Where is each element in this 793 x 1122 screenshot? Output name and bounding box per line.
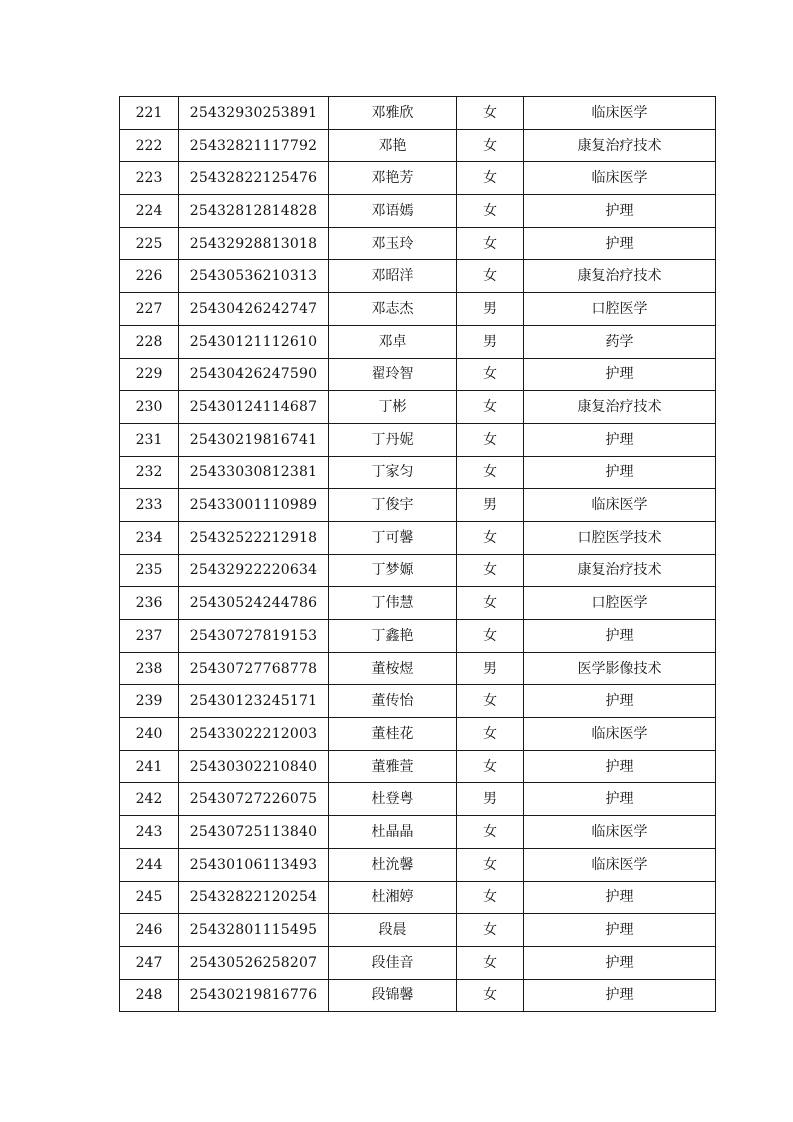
row-number-cell: 240 bbox=[120, 718, 179, 751]
candidate-id-cell: 25430121112610 bbox=[179, 325, 329, 358]
student-name-cell: 邓志杰 bbox=[329, 293, 457, 326]
student-name-cell: 翟玲智 bbox=[329, 358, 457, 391]
table-row bbox=[120, 129, 716, 162]
row-number-cell: 222 bbox=[120, 129, 179, 162]
student-name-cell: 杜沇馨 bbox=[329, 848, 457, 881]
major-cell: 口腔医学 bbox=[524, 587, 716, 620]
major-cell: 护理 bbox=[524, 979, 716, 1012]
candidate-id-cell: 25433001110989 bbox=[179, 489, 329, 522]
table-row bbox=[120, 587, 716, 620]
row-number-cell: 236 bbox=[120, 587, 179, 620]
gender-cell: 男 bbox=[457, 489, 524, 522]
table-row bbox=[120, 620, 716, 653]
candidate-id-cell: 25430426242747 bbox=[179, 293, 329, 326]
row-number-cell: 226 bbox=[120, 260, 179, 293]
student-name-cell: 邓语嫣 bbox=[329, 195, 457, 228]
major-cell: 康复治疗技术 bbox=[524, 260, 716, 293]
student-name-cell: 丁伟慧 bbox=[329, 587, 457, 620]
candidate-id-cell: 25430426247590 bbox=[179, 358, 329, 391]
gender-cell: 女 bbox=[457, 521, 524, 554]
major-cell: 护理 bbox=[524, 456, 716, 489]
major-cell: 护理 bbox=[524, 195, 716, 228]
student-name-cell: 丁可馨 bbox=[329, 521, 457, 554]
major-cell: 护理 bbox=[524, 783, 716, 816]
table-row bbox=[120, 881, 716, 914]
gender-cell: 女 bbox=[457, 620, 524, 653]
gender-cell: 女 bbox=[457, 423, 524, 456]
major-cell: 康复治疗技术 bbox=[524, 391, 716, 424]
candidate-id-cell: 25432812814828 bbox=[179, 195, 329, 228]
gender-cell: 女 bbox=[457, 750, 524, 783]
candidate-id-cell: 25433022212003 bbox=[179, 718, 329, 751]
student-name-cell: 杜登粤 bbox=[329, 783, 457, 816]
table-row bbox=[120, 456, 716, 489]
student-name-cell: 邓昭洋 bbox=[329, 260, 457, 293]
student-name-cell: 丁鑫艳 bbox=[329, 620, 457, 653]
row-number-cell: 221 bbox=[120, 97, 179, 130]
candidate-id-cell: 25432822125476 bbox=[179, 162, 329, 195]
candidate-id-cell: 25432821117792 bbox=[179, 129, 329, 162]
row-number-cell: 234 bbox=[120, 521, 179, 554]
student-name-cell: 邓玉玲 bbox=[329, 227, 457, 260]
major-cell: 医学影像技术 bbox=[524, 652, 716, 685]
row-number-cell: 225 bbox=[120, 227, 179, 260]
table-row bbox=[120, 260, 716, 293]
table-row bbox=[120, 227, 716, 260]
major-cell: 临床医学 bbox=[524, 162, 716, 195]
major-cell: 临床医学 bbox=[524, 489, 716, 522]
gender-cell: 女 bbox=[457, 979, 524, 1012]
student-name-cell: 杜晶晶 bbox=[329, 816, 457, 849]
student-roster-table bbox=[119, 96, 716, 1012]
gender-cell: 女 bbox=[457, 718, 524, 751]
table-row bbox=[120, 554, 716, 587]
row-number-cell: 235 bbox=[120, 554, 179, 587]
student-name-cell: 邓艳芳 bbox=[329, 162, 457, 195]
candidate-id-cell: 25432801115495 bbox=[179, 914, 329, 947]
row-number-cell: 246 bbox=[120, 914, 179, 947]
table-row bbox=[120, 162, 716, 195]
gender-cell: 男 bbox=[457, 325, 524, 358]
major-cell: 护理 bbox=[524, 620, 716, 653]
row-number-cell: 242 bbox=[120, 783, 179, 816]
student-name-cell: 段佳音 bbox=[329, 946, 457, 979]
row-number-cell: 229 bbox=[120, 358, 179, 391]
table-row bbox=[120, 750, 716, 783]
major-cell: 口腔医学 bbox=[524, 293, 716, 326]
table-row bbox=[120, 423, 716, 456]
candidate-id-cell: 25430727819153 bbox=[179, 620, 329, 653]
student-name-cell: 董桂花 bbox=[329, 718, 457, 751]
student-name-cell: 邓艳 bbox=[329, 129, 457, 162]
table-row bbox=[120, 652, 716, 685]
gender-cell: 女 bbox=[457, 554, 524, 587]
row-number-cell: 224 bbox=[120, 195, 179, 228]
major-cell: 护理 bbox=[524, 914, 716, 947]
row-number-cell: 244 bbox=[120, 848, 179, 881]
student-name-cell: 杜湘婷 bbox=[329, 881, 457, 914]
gender-cell: 男 bbox=[457, 652, 524, 685]
major-cell: 药学 bbox=[524, 325, 716, 358]
table-row bbox=[120, 97, 716, 130]
gender-cell: 女 bbox=[457, 946, 524, 979]
candidate-id-cell: 25430219816776 bbox=[179, 979, 329, 1012]
row-number-cell: 223 bbox=[120, 162, 179, 195]
gender-cell: 女 bbox=[457, 456, 524, 489]
row-number-cell: 243 bbox=[120, 816, 179, 849]
gender-cell: 男 bbox=[457, 783, 524, 816]
candidate-id-cell: 25432522212918 bbox=[179, 521, 329, 554]
major-cell: 护理 bbox=[524, 750, 716, 783]
table-row bbox=[120, 718, 716, 751]
gender-cell: 男 bbox=[457, 293, 524, 326]
gender-cell: 女 bbox=[457, 587, 524, 620]
major-cell: 护理 bbox=[524, 358, 716, 391]
student-name-cell: 丁俊宇 bbox=[329, 489, 457, 522]
student-name-cell: 丁丹妮 bbox=[329, 423, 457, 456]
candidate-id-cell: 25430725113840 bbox=[179, 816, 329, 849]
gender-cell: 女 bbox=[457, 195, 524, 228]
gender-cell: 女 bbox=[457, 129, 524, 162]
candidate-id-cell: 25430727226075 bbox=[179, 783, 329, 816]
gender-cell: 女 bbox=[457, 685, 524, 718]
major-cell: 康复治疗技术 bbox=[524, 129, 716, 162]
table-row bbox=[120, 914, 716, 947]
table-row bbox=[120, 848, 716, 881]
table-row bbox=[120, 816, 716, 849]
table-row bbox=[120, 783, 716, 816]
major-cell: 临床医学 bbox=[524, 718, 716, 751]
candidate-id-cell: 25430106113493 bbox=[179, 848, 329, 881]
major-cell: 康复治疗技术 bbox=[524, 554, 716, 587]
student-name-cell: 段锦馨 bbox=[329, 979, 457, 1012]
gender-cell: 女 bbox=[457, 227, 524, 260]
major-cell: 护理 bbox=[524, 227, 716, 260]
row-number-cell: 239 bbox=[120, 685, 179, 718]
major-cell: 护理 bbox=[524, 946, 716, 979]
gender-cell: 女 bbox=[457, 358, 524, 391]
gender-cell: 女 bbox=[457, 914, 524, 947]
table-row bbox=[120, 325, 716, 358]
candidate-id-cell: 25430727768778 bbox=[179, 652, 329, 685]
major-cell: 临床医学 bbox=[524, 816, 716, 849]
candidate-id-cell: 25430524244786 bbox=[179, 587, 329, 620]
table-row bbox=[120, 293, 716, 326]
student-name-cell: 邓雅欣 bbox=[329, 97, 457, 130]
major-cell: 护理 bbox=[524, 881, 716, 914]
candidate-id-cell: 25432928813018 bbox=[179, 227, 329, 260]
row-number-cell: 247 bbox=[120, 946, 179, 979]
row-number-cell: 241 bbox=[120, 750, 179, 783]
candidate-id-cell: 25432930253891 bbox=[179, 97, 329, 130]
major-cell: 口腔医学技术 bbox=[524, 521, 716, 554]
table-row bbox=[120, 489, 716, 522]
candidate-id-cell: 25430219816741 bbox=[179, 423, 329, 456]
gender-cell: 女 bbox=[457, 97, 524, 130]
row-number-cell: 248 bbox=[120, 979, 179, 1012]
major-cell: 临床医学 bbox=[524, 97, 716, 130]
gender-cell: 女 bbox=[457, 848, 524, 881]
candidate-id-cell: 25430526258207 bbox=[179, 946, 329, 979]
candidate-id-cell: 25433030812381 bbox=[179, 456, 329, 489]
candidate-id-cell: 25432922220634 bbox=[179, 554, 329, 587]
table-row bbox=[120, 195, 716, 228]
row-number-cell: 237 bbox=[120, 620, 179, 653]
row-number-cell: 231 bbox=[120, 423, 179, 456]
row-number-cell: 232 bbox=[120, 456, 179, 489]
row-number-cell: 233 bbox=[120, 489, 179, 522]
roster-body bbox=[120, 97, 716, 1012]
row-number-cell: 228 bbox=[120, 325, 179, 358]
gender-cell: 女 bbox=[457, 881, 524, 914]
gender-cell: 女 bbox=[457, 391, 524, 424]
table-row bbox=[120, 685, 716, 718]
major-cell: 护理 bbox=[524, 423, 716, 456]
student-name-cell: 丁彬 bbox=[329, 391, 457, 424]
student-name-cell: 董雅萱 bbox=[329, 750, 457, 783]
candidate-id-cell: 25430536210313 bbox=[179, 260, 329, 293]
table-row bbox=[120, 946, 716, 979]
row-number-cell: 238 bbox=[120, 652, 179, 685]
major-cell: 临床医学 bbox=[524, 848, 716, 881]
candidate-id-cell: 25430302210840 bbox=[179, 750, 329, 783]
student-name-cell: 董传怡 bbox=[329, 685, 457, 718]
gender-cell: 女 bbox=[457, 816, 524, 849]
student-name-cell: 丁梦嫄 bbox=[329, 554, 457, 587]
candidate-id-cell: 25430124114687 bbox=[179, 391, 329, 424]
student-name-cell: 董桉煜 bbox=[329, 652, 457, 685]
table-row bbox=[120, 979, 716, 1012]
row-number-cell: 230 bbox=[120, 391, 179, 424]
major-cell: 护理 bbox=[524, 685, 716, 718]
student-name-cell: 段晨 bbox=[329, 914, 457, 947]
table-row bbox=[120, 391, 716, 424]
table-row bbox=[120, 358, 716, 391]
row-number-cell: 245 bbox=[120, 881, 179, 914]
gender-cell: 女 bbox=[457, 260, 524, 293]
candidate-id-cell: 25430123245171 bbox=[179, 685, 329, 718]
candidate-id-cell: 25432822120254 bbox=[179, 881, 329, 914]
row-number-cell: 227 bbox=[120, 293, 179, 326]
student-name-cell: 丁家匀 bbox=[329, 456, 457, 489]
gender-cell: 女 bbox=[457, 162, 524, 195]
student-name-cell: 邓卓 bbox=[329, 325, 457, 358]
table-row bbox=[120, 521, 716, 554]
